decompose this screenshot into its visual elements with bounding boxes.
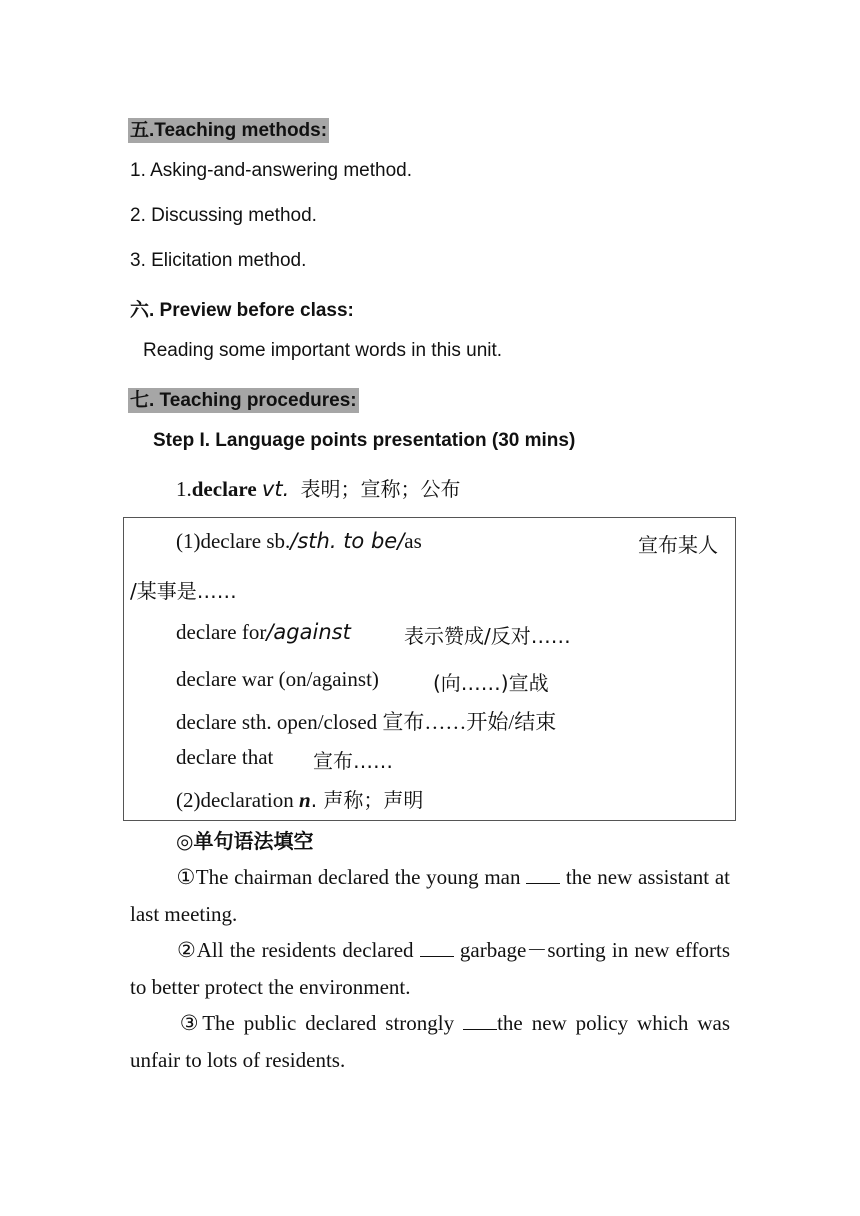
box-line-2: declare for/against [176, 620, 351, 644]
box-line-3: declare war (on/against) [176, 667, 379, 691]
word-pos: vt. [261, 477, 290, 501]
question-3: ③The public declared strongly the new policy which was unfair to lots of residents. [130, 1011, 730, 1072]
word-entry [176, 473, 461, 502]
answer-blank-2[interactable] [420, 940, 454, 957]
box-line-5-meaning: 宣布…… [313, 749, 393, 773]
answer-blank-1[interactable] [526, 867, 560, 884]
box-line-1: (1)declare sb./sth. to be/as [176, 529, 422, 553]
answer-blank-3[interactable] [463, 1013, 497, 1030]
section-heading-procedures: 七. Teaching procedures: [130, 390, 357, 411]
section-heading-methods: 五.Teaching methods: [130, 120, 328, 141]
preview-text: Reading some important words in this unit. [143, 340, 503, 361]
box-line-2-meaning: 表示赞成/反对…… [404, 624, 571, 648]
question-1: ①The chairman declared the young man the new assistant at last meeting. [130, 865, 731, 926]
box-line-3-meaning: (向……)宣战 [433, 671, 549, 695]
method-item-3: 3. Elicitation method. [130, 250, 307, 271]
box-line-4: declare sth. open/closed 宣布……开始/结束 [176, 710, 557, 734]
step-heading: Step I. Language points presentation (30 mins) [153, 430, 576, 451]
box-line-1-meaning: 宣布某人 [638, 533, 718, 557]
section-heading-preview: 六. Preview before class: [130, 300, 354, 321]
exercise-title: ◎单句语法填空 [176, 829, 314, 853]
box-line-1-cont: /某事是…… [130, 579, 237, 603]
box-line-6: (2)declaration n. 声称；声明 [176, 788, 424, 812]
question-2: ②All the residents declared garbage－sorting in new efforts to better protect the environment. [130, 938, 730, 999]
word-meaning: 表明；宣称；公布 [300, 477, 461, 501]
box-line-5: declare that [176, 745, 274, 769]
word-headword: declare [191, 477, 257, 501]
method-item-2: 2. Discussing method. [130, 205, 317, 226]
word-number: 1. [176, 477, 192, 501]
method-item-1: 1. Asking-and-answering method. [130, 160, 412, 181]
